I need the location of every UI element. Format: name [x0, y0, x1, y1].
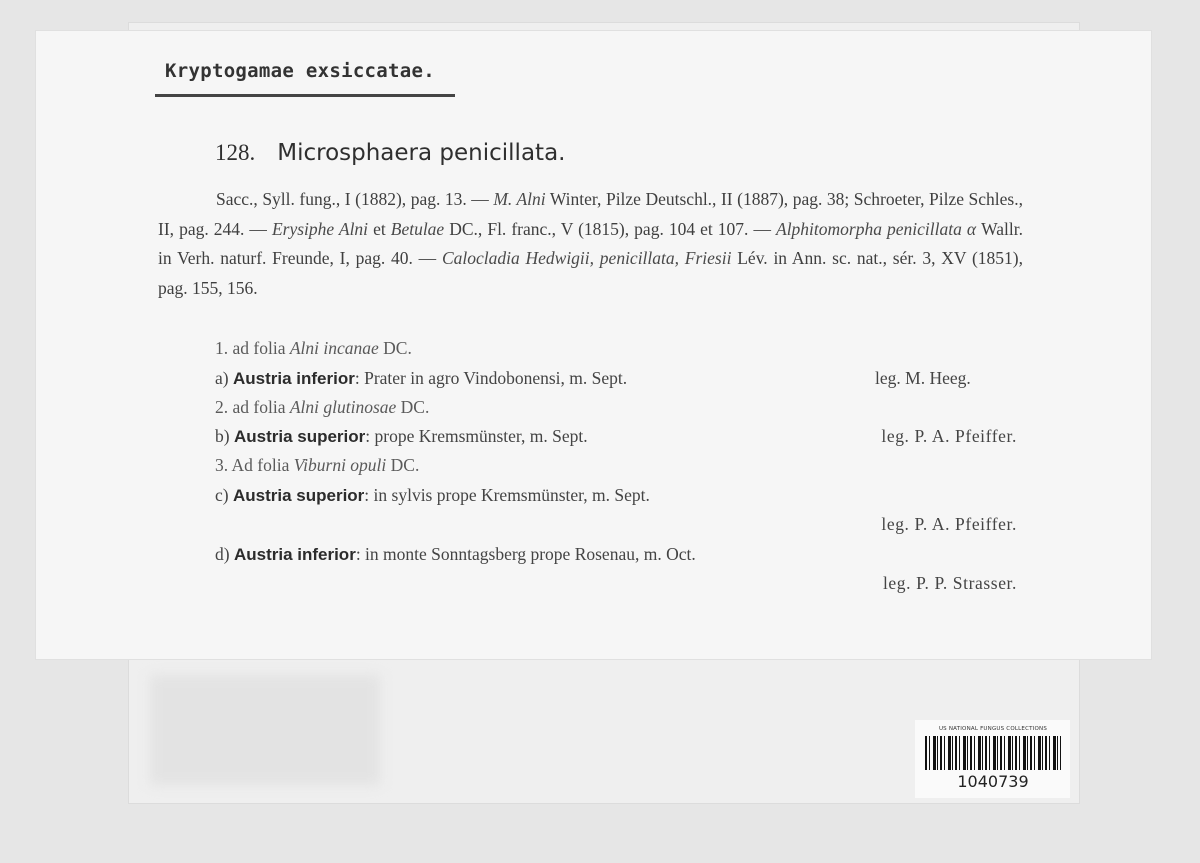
synonymy-paragraph	[158, 185, 1023, 303]
collector: leg. P. A. Pfeiffer.	[881, 426, 1017, 446]
taxon-name: Erysiphe Alni	[271, 218, 369, 239]
citation-text: DC., Fl. franc., V (1815), pag. 104 et 107. —	[444, 218, 776, 239]
taxon-name: Alphitomorpha penicillata α	[776, 218, 977, 239]
locality-letter: c)	[215, 485, 233, 505]
species-title	[215, 140, 565, 166]
header-underline	[155, 94, 455, 97]
host-suffix: DC.	[378, 338, 412, 358]
citation-text: et	[368, 218, 391, 239]
locality-b	[215, 421, 1025, 451]
locality-text: : in monte Sonntagsberg prope Rosenau, m. Oct.	[355, 544, 696, 564]
locality-region: Austria inferior	[232, 369, 355, 388]
locality-region: Austria superior	[232, 486, 365, 505]
collector-line-d	[215, 568, 1025, 598]
locality-text: : prope Kremsmünster, m. Sept.	[365, 426, 588, 446]
locality-letter: d)	[215, 544, 234, 564]
citation-text: Lév. in Ann. sc. nat., sér. 3, XV (1851), pag. 155, 156.	[158, 248, 1023, 298]
host-prefix: 1. ad folia	[215, 338, 290, 358]
citation-text: Winter, Pilze Deutschl., II (1887), pag. 38; Schroeter, Pilze Schles., II, pag. 244. —	[158, 189, 1023, 239]
host-line-2	[215, 392, 1025, 422]
barcode-bars	[925, 736, 1061, 770]
species-name: Microsphaera penicillata.	[277, 140, 566, 166]
taxon-name: Calocladia Hedwigii, penicillata, Friesii	[441, 248, 732, 268]
host-suffix: DC.	[396, 397, 430, 417]
locality-text: : Prater in agro Vindobonensi, m. Sept.	[354, 368, 628, 388]
host-prefix: 3. Ad folia	[215, 455, 294, 475]
host-name: Alni glutinosae	[289, 397, 397, 417]
taxon-name: M. Alni	[493, 189, 546, 209]
collector: leg. M. Heeg.	[875, 368, 971, 388]
taxon-name: Betulae	[390, 218, 445, 239]
citation-text: Wallr. in Verh. naturf. Freunde, I, pag. 40. —	[158, 218, 1023, 268]
host-prefix: 2. ad folia	[215, 397, 290, 417]
barcode-number: 1040739	[957, 772, 1029, 791]
barcode-institution: US NATIONAL FUNGUS COLLECTIONS	[938, 726, 1048, 732]
locality-text: : in sylvis prope Kremsmünster, m. Sept.	[364, 485, 650, 505]
host-line-3	[215, 450, 1025, 480]
collector: leg. P. A. Pfeiffer.	[881, 514, 1017, 534]
locality-region: Austria superior	[233, 427, 366, 446]
citation-text: Sacc., Syll. fung., I (1882), pag. 13. —	[216, 189, 494, 209]
locality-c	[215, 480, 1025, 510]
sheet-stain	[150, 675, 380, 785]
locality-letter: b)	[215, 426, 234, 446]
barcode-label	[915, 720, 1070, 798]
host-suffix: DC.	[386, 455, 420, 475]
host-name: Alni incanae	[289, 338, 379, 358]
locality-region: Austria inferior	[233, 545, 356, 564]
host-line-1	[215, 333, 1025, 363]
label-header: Kryptogamae exsiccatae.	[165, 60, 435, 82]
exsiccata-number: 128.	[215, 140, 256, 165]
collector: leg. P. P. Strasser.	[882, 573, 1017, 593]
locality-a	[215, 363, 1025, 393]
collector-line-c	[215, 509, 1025, 539]
locality-letter: a)	[215, 368, 233, 388]
locality-d	[215, 539, 1025, 569]
host-name: Viburni opuli	[293, 455, 387, 475]
